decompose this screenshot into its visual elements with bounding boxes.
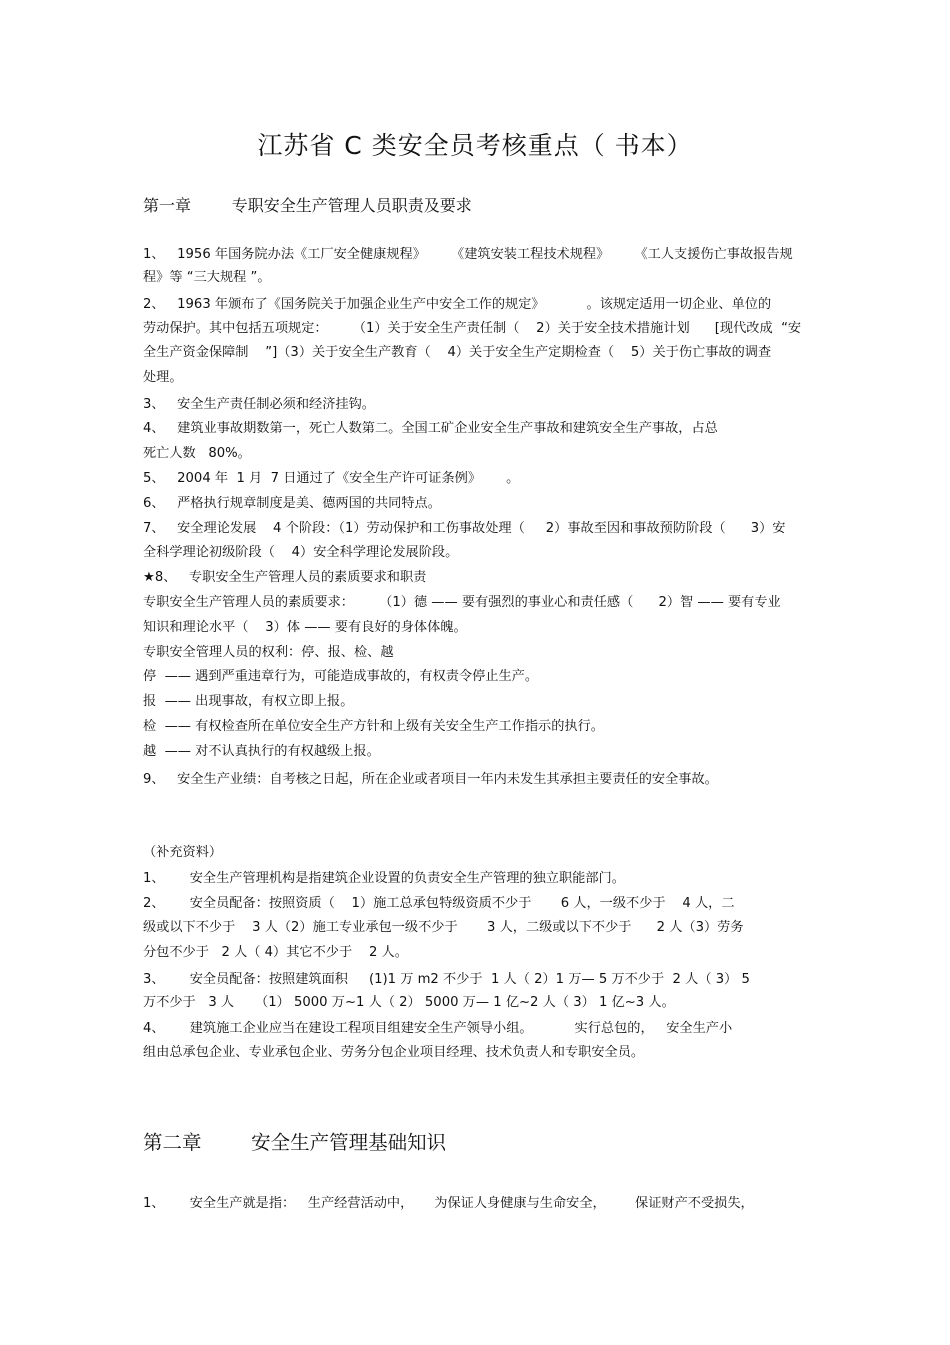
document-title: 江苏省 C 类安全员考核重点（ 书本） xyxy=(257,131,693,160)
text-line: 5、 2004 年 1 月 7 日通过了《安全生产许可证条例》 。 xyxy=(143,471,520,486)
text-line: 6、 严格执行规章制度是美、德两国的共同特点。 xyxy=(143,496,441,511)
chapter-2-heading: 第二章 安全生产管理基础知识 xyxy=(143,1131,447,1154)
text-line: 万不少于 3 人 （1） 5000 万~1 人（ 2） 5000 万— 1 亿~2 人（ 3） 1 亿~3 人。 xyxy=(143,995,675,1010)
supplement-heading: （补充资料） xyxy=(143,845,223,860)
text-line: 劳动保护。其中包括五项规定： （1）关于安全生产责任制（ 2）关于安全技术措施计划 [现代改成 “安 xyxy=(143,321,802,336)
text-line: 1、 安全生产就是指： 生产经营活动中， 为保证人身健康与生命安全， 保证财产不受损失， xyxy=(143,1196,754,1211)
text-line: 9、 安全生产业绩：自考核之日起，所在企业或者项目一年内未发生其承担主要责任的安全事故。 xyxy=(143,772,718,787)
text-line: 知识和理论水平（ 3）体 —— 要有良好的身体体魄。 xyxy=(143,620,467,635)
text-line: 7、 安全理论发展 4 个阶段：（1）劳动保护和工伤事故处理（ 2）事故至因和事故预防阶段（ 3）安 xyxy=(143,521,786,536)
text-line: 检 —— 有权检查所在单位安全生产方针和上级有关安全生产工作指示的执行。 xyxy=(143,719,604,734)
text-line: 组由总承包企业、专业承包企业、劳务分包企业项目经理、技术负责人和专职安全员。 xyxy=(143,1045,645,1060)
text-line: 处理。 xyxy=(143,370,183,385)
text-line: 专职安全管理人员的权利：停、报、检、越 xyxy=(143,645,394,660)
chapter-1-heading: 第一章 专职安全生产管理人员职责及要求 xyxy=(143,196,472,215)
text-line: 越 —— 对不认真执行的有权越级上报。 xyxy=(143,744,380,759)
text-line: 3、 安全生产责任制必须和经济挂钩。 xyxy=(143,397,375,412)
text-line: 程》等 “三大规程 ”。 xyxy=(143,270,271,285)
text-line: 2、 1963 年颁布了《国务院关于加强企业生产中安全工作的规定》 。该规定适用一切企业、单位的 xyxy=(143,297,772,312)
text-line: 报 —— 出现事故，有权立即上报。 xyxy=(143,694,354,709)
text-line: 1、 1956 年国务院办法《工厂安全健康规程》 《建筑安装工程技术规程》 《工人支援伤亡事故报告规 xyxy=(143,247,793,262)
text-line: 1、 安全生产管理机构是指建筑企业设置的负责安全生产管理的独立职能部门。 xyxy=(143,871,625,886)
text-line: 停 —— 遇到严重违章行为，可能造成事故的，有权责令停止生产。 xyxy=(143,669,539,684)
text-line: 级或以下不少于 3 人（2）施工专业承包一级不少于 3 人，二级或以下不少于 2 人（3）劳务 xyxy=(143,920,744,935)
text-line: 4、 建筑业事故期数第一，死亡人数第二。全国工矿企业安全生产事故和建筑安全生产事故，占总 xyxy=(143,421,718,436)
text-line: 全科学理论初级阶段（ 4）安全科学理论发展阶段。 xyxy=(143,545,459,560)
text-line: 全生产资金保障制 ”]（3）关于安全生产教育（ 4）关于安全生产定期检查（ 5）关于伤亡事故的调查 xyxy=(143,345,772,360)
text-line: 专职安全生产管理人员的素质要求： （1）德 —— 要有强烈的事业心和责任感（ 2）智 —— 要有专业 xyxy=(143,595,781,610)
text-line: ★8、 专职安全生产管理人员的素质要求和职责 xyxy=(143,570,427,585)
text-line: 3、 安全员配备：按照建筑面积 (1)1 万 m2 不少于 1 人（ 2）1 万— 5 万不少于 2 人（ 3） 5 xyxy=(143,972,750,987)
text-line: 分包不少于 2 人（ 4）其它不少于 2 人。 xyxy=(143,945,408,960)
text-line: 4、 建筑施工企业应当在建设工程项目组建安全生产领导小组。 实行总包的， 安全生产小 xyxy=(143,1021,733,1036)
text-line: 2、 安全员配备：按照资质（ 1）施工总承包特级资质不少于 6 人，一级不少于 4 人，二 xyxy=(143,896,735,911)
text-line: 死亡人数 80%。 xyxy=(143,446,251,461)
